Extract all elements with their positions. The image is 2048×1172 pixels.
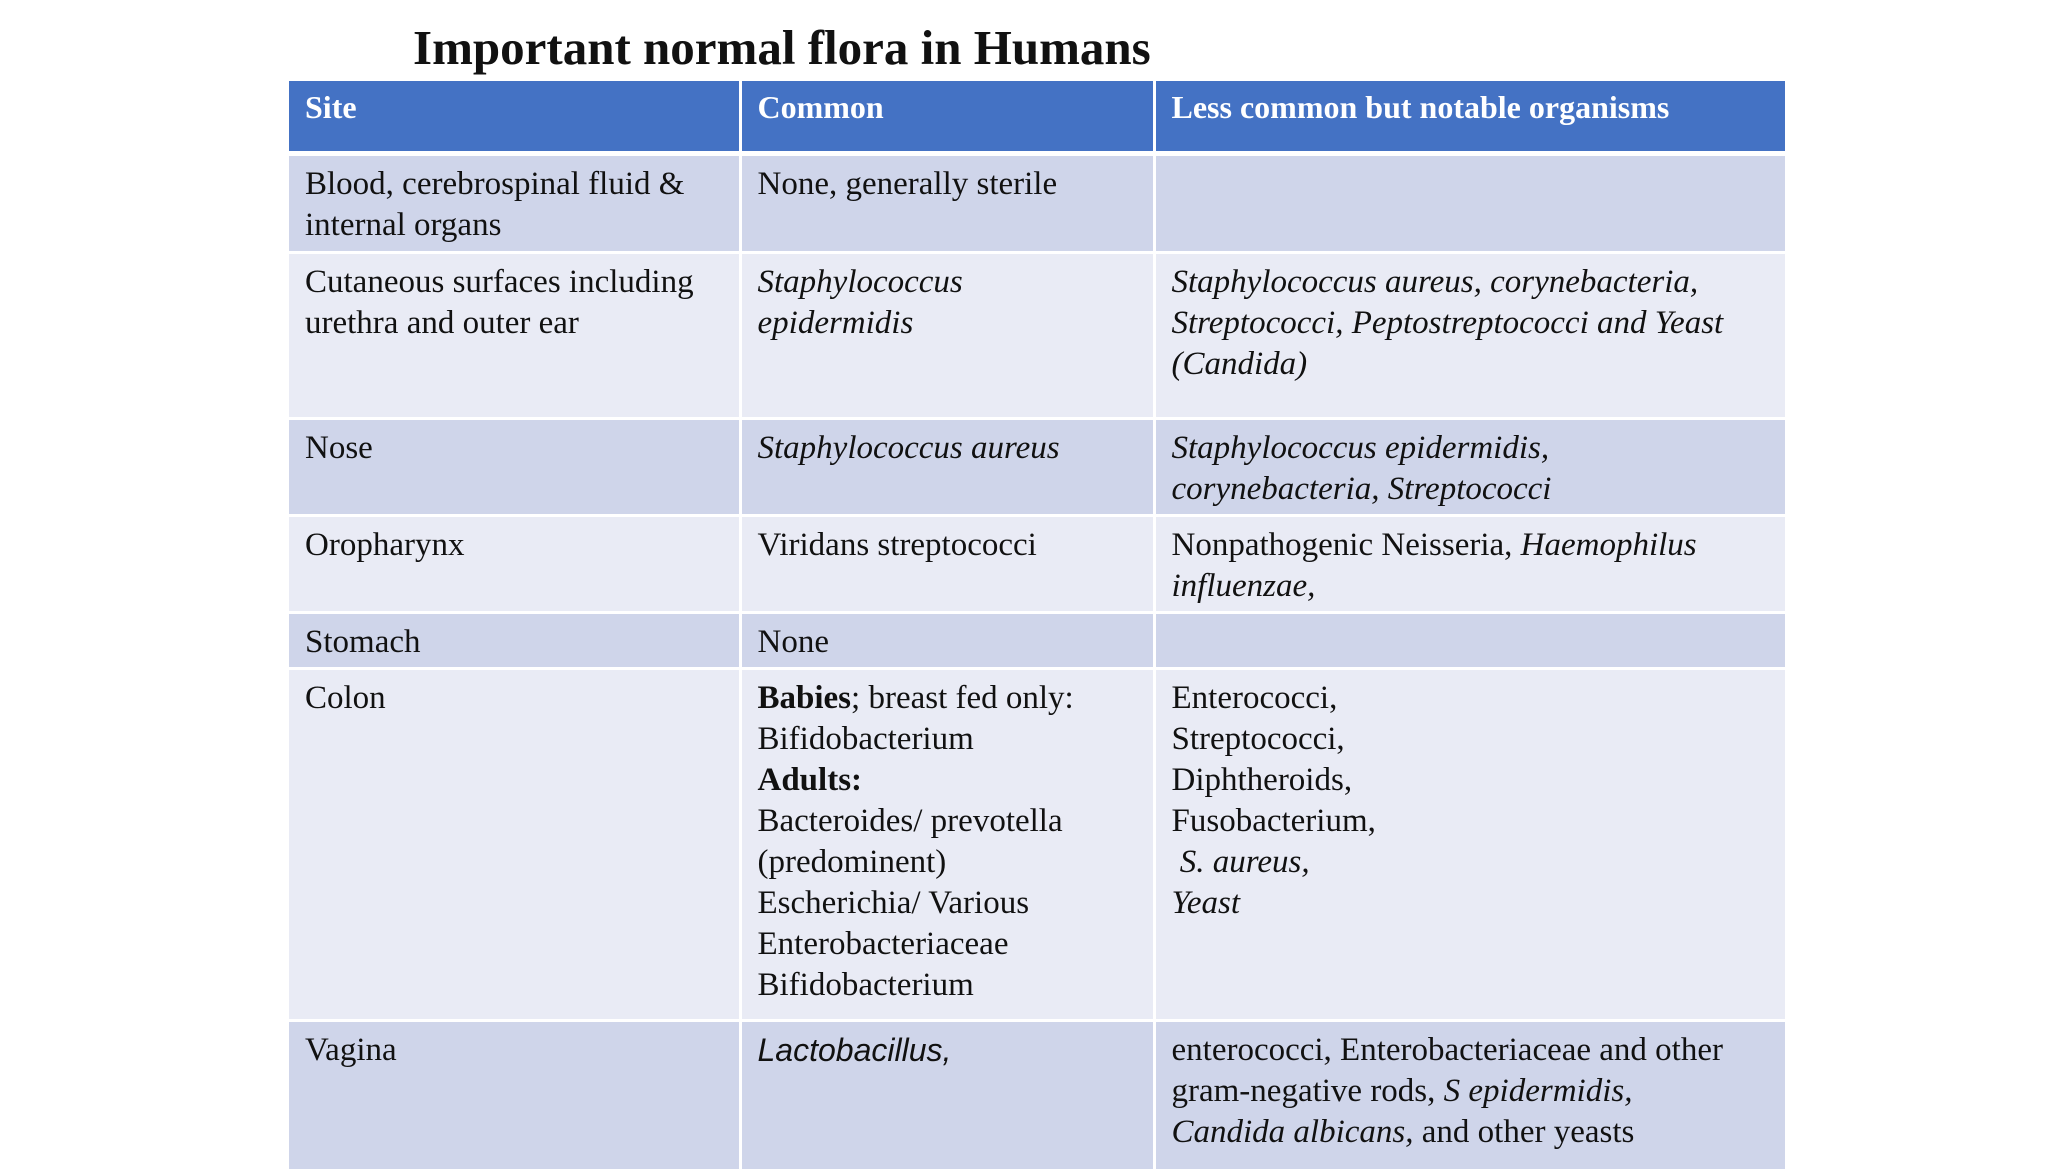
less-common-italic-text: Candida albicans, [1171,1113,1414,1150]
common-text: Staphylococcus [757,263,963,300]
common-text: None [757,623,829,660]
site-text: Vagina [305,1031,397,1068]
less-common-italic-text: S epidermidis, [1443,1072,1633,1109]
site-cell [289,252,740,418]
site-text: Nose [305,429,373,466]
site-text: internal organs [305,206,502,243]
site-text: urethra and outer ear [305,304,579,341]
table-row [289,1020,1785,1170]
common-text: ; breast fed only: [851,679,1074,716]
less-common-italic-text: influenzae, [1171,567,1316,604]
site-text: Stomach [305,623,421,660]
less-common-cell [1154,1020,1785,1170]
site-cell [289,418,740,515]
site-cell [289,153,740,252]
header-less-common: Less common but notable organisms [1154,81,1785,153]
less-common-italic-text: Yeast [1171,884,1240,921]
common-text: None, generally sterile [757,165,1058,202]
site-cell [289,515,740,612]
less-common-text: enterococci, Enterobacteriaceae and other [1171,1031,1723,1068]
less-common-cell [1154,252,1785,418]
less-common-italic-text: S. aureus, [1171,843,1310,880]
less-common-text: Streptococci, Peptostreptococci and Yeast [1171,304,1724,341]
table-row [289,252,1785,418]
page-title: Important normal flora in Humans [413,20,1151,75]
less-common-cell [1154,515,1785,612]
site-text: Oropharynx [305,526,465,563]
common-cell [740,252,1154,418]
site-text: Cutaneous surfaces including [305,263,694,300]
less-common-text: Staphylococcus epidermidis, [1171,429,1550,466]
less-common-text: and other yeasts [1413,1113,1635,1150]
header-common: Common [740,81,1154,153]
less-common-text: Staphylococcus aureus, corynebacteria, [1171,263,1699,300]
less-common-text: gram-negative rods, [1171,1072,1444,1109]
site-cell [289,668,740,1020]
common-cell [740,418,1154,515]
site-cell [289,1020,740,1170]
common-text: Viridans streptococci [757,526,1037,563]
common-text: Bifidobacterium [757,966,974,1003]
common-cell [740,1020,1154,1170]
site-cell [289,612,740,668]
table-header-row [289,81,1785,153]
less-common-text: Fusobacterium, [1171,802,1376,839]
common-cell [740,612,1154,668]
common-text: (predominent) [757,843,947,880]
less-common-cell [1154,668,1785,1020]
site-text: Colon [305,679,386,716]
common-cell [740,668,1154,1020]
less-common-cell [1154,418,1785,515]
common-text: Enterobacteriaceae [757,925,1009,962]
table-row [289,515,1785,612]
less-common-cell [1154,612,1785,668]
babies-label: Babies [757,679,852,716]
common-cell [740,153,1154,252]
less-common-italic-text: Haemophilus [1520,526,1697,563]
common-text: Bacteroides/ prevotella [757,802,1063,839]
less-common-text: Enterococci, [1171,679,1338,716]
common-text: epidermidis [757,304,914,341]
adults-label: Adults: [757,761,863,798]
less-common-text: Diphtheroids, [1171,761,1353,798]
less-common-cell [1154,153,1785,252]
common-text: Staphylococcus aureus [757,429,1060,466]
less-common-text: corynebacteria, Streptococci [1171,470,1552,507]
normal-flora-table [289,81,1785,1172]
header-site: Site [289,81,740,153]
table-row [289,668,1785,1020]
table-row [289,612,1785,668]
common-cell [740,515,1154,612]
site-text: Blood, cerebrospinal fluid & [305,165,685,202]
less-common-text: Nonpathogenic Neisseria, [1171,526,1521,563]
less-common-text: Streptococci, [1171,720,1345,757]
table-row [289,153,1785,252]
common-text: Lactobacillus, [757,1031,952,1068]
common-text: Bifidobacterium [757,720,974,757]
table-row [289,418,1785,515]
common-text: Escherichia/ Various [757,884,1030,921]
less-common-text: (Candida) [1171,345,1308,382]
